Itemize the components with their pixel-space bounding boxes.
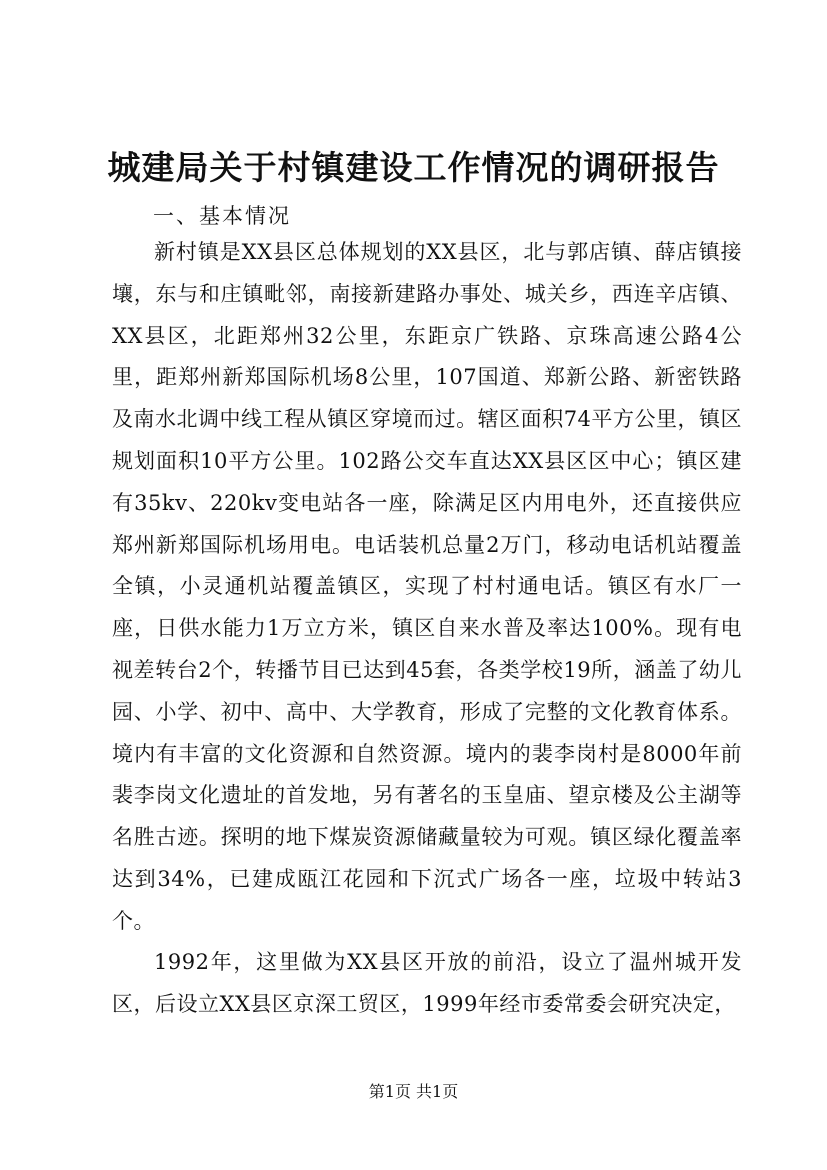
page-footer: 第1页 共1页 <box>368 1082 459 1101</box>
body-paragraph: 新村镇是XX县区总体规划的XX县区，北与郭店镇、薛店镇接壤，东与和庄镇毗邻，南接新建路办事处、城关乡，西连辛店镇、XX县区，北距郑州32公里，东距京广铁路、京珠高速公路4公里，距郑州新郑国际机场8公里，107国道、郑新公路、新密铁路及南水北调中线工程从镇区穿境而过。辖区面积74平方公里，镇区规划面积10平方公里。102路公交车直达XX县区区中心；镇区建有35kv、220kv变电站各一座，除满足区内用电外，还直接供应郑州新郑国际机场用电。电话装机总量2万门，移动电话机站覆盖全镇，小灵通机站覆盖镇区，实现了村村通电话。镇区有水厂一座，日供水能力1万立方米，镇区自来水普及率达100%。现有电视差转台2个，转播节目已达到45套，各类学校19所，涵盖了幼儿园、小学、初中、高中、大学教育，形成了完整的文化教育体系。境内有丰富的文化资源和自然资源。境内的裴李岗村是8000年前裴李岗文化遗址的首发地，另有著名的玉皇庙、望京楼及公主湖等名胜古迹。探明的地下煤炭资源储藏量较为可观。镇区绿化覆盖率达到34%，已建成瓯江花园和下沉式广场各一座，垃圾中转站3个。 <box>112 240 742 933</box>
document-title: 城建局关于村镇建设工作情况的调研报告 <box>107 148 720 187</box>
section-heading: 一、基本情况 <box>153 204 291 228</box>
body-paragraph: 1992年，这里做为XX县区开放的前沿，设立了温州城开发区，后设立XX县区京深工贸区，1999年经市委常委会研究决定， <box>112 950 742 1016</box>
